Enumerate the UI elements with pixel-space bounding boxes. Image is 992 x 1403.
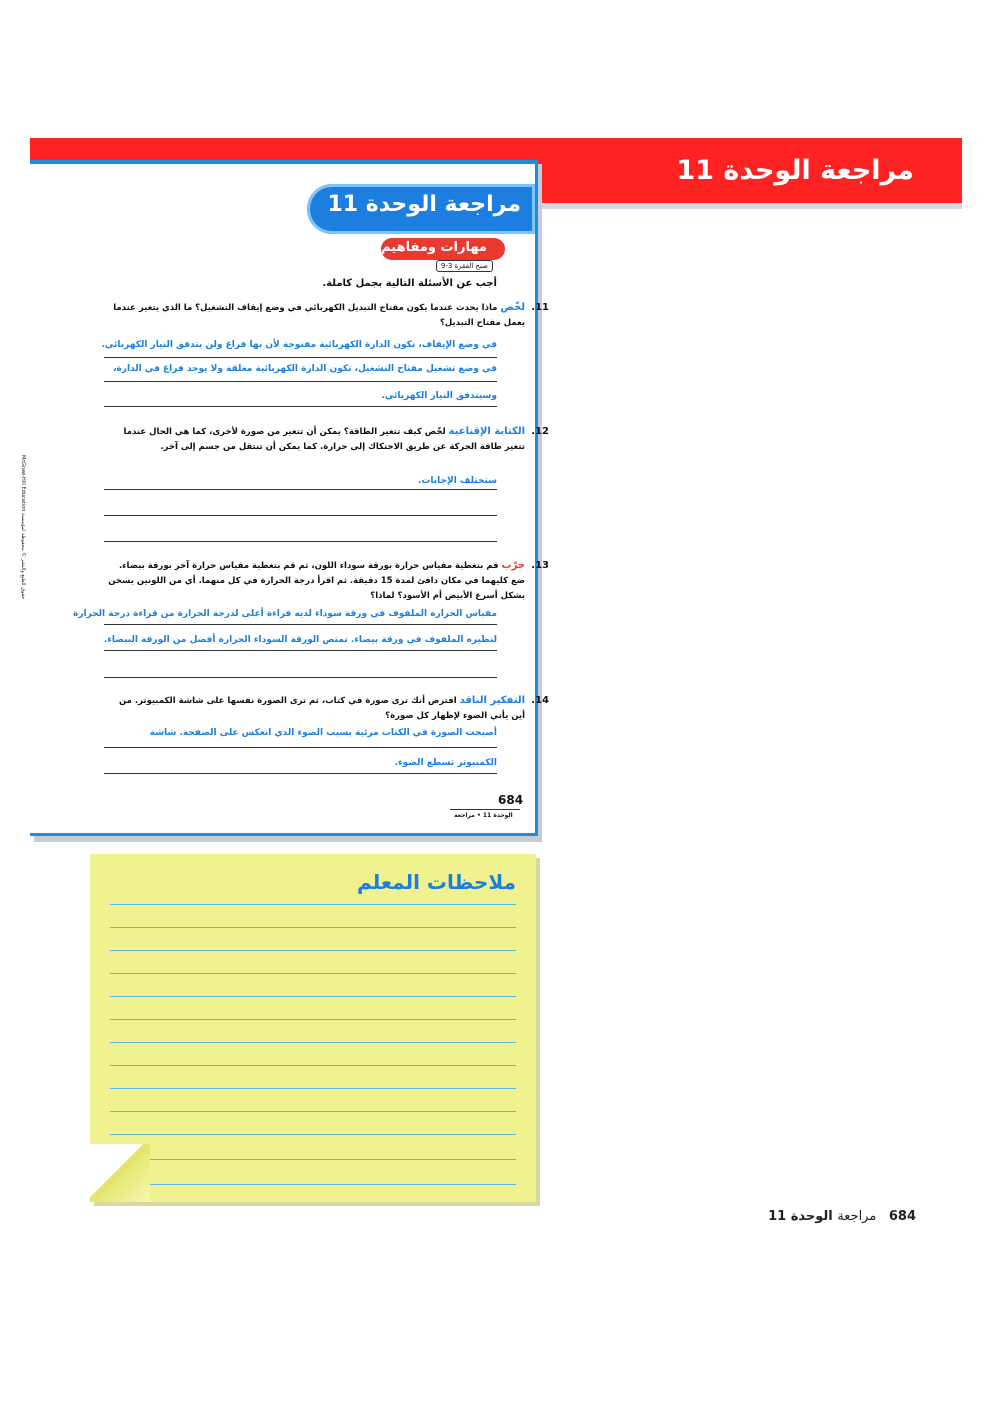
notes-line: [110, 904, 516, 905]
student-page-thumbnail: [30, 160, 549, 836]
answer-line: الكمبيوتر تسطع الضوء.: [394, 758, 497, 768]
answer-line: في وضع تشغيل مفتاح التشغيل، تكون الدارة الكهربائية مغلقة ولا يوجد فراغ في الدارة،: [113, 364, 497, 374]
copyright-credit: حقوق الطبع والنشر © محفوظة لمؤسسة McGraw-Hill Education: [20, 455, 26, 600]
question-text: افترض أنك ترى صورة في كتاب، ثم ترى الصورة نفسها على شاشة الكمبيوتر. من أين يأتي الضوء لإظهار كل صورة؟: [119, 696, 525, 721]
question-14: [105, 693, 549, 724]
answer-rule: [104, 773, 497, 774]
notes-line: [110, 1019, 516, 1020]
footer-label-prefix: مراجعة: [837, 1209, 877, 1224]
answer-rule: [104, 357, 497, 358]
answer-rule: [104, 747, 497, 748]
question-number: 12.: [531, 426, 549, 437]
question-number: 13.: [531, 560, 549, 571]
skills-pill-label: مهارات ومفاهيم: [381, 240, 487, 255]
notes-line: [110, 927, 516, 928]
unit-review-tab: [307, 184, 535, 234]
question-tag: التفكير الناقد: [459, 695, 525, 706]
page-number-rule: [450, 809, 520, 810]
notes-line: [110, 1134, 516, 1135]
question-11: [105, 300, 549, 331]
question-number: 14.: [531, 695, 549, 706]
answer-rule: [104, 541, 497, 542]
question-tag: جرّب: [501, 560, 525, 571]
page-footer-label: الوحدة 11 • مراجعة: [454, 812, 513, 819]
notes-line: [110, 1065, 516, 1066]
question-text: لخّص كيف تتغير الطاقة؟ يمكن أن تتغير من صورة لأخرى، كما هي الحال عندما تتغير طاقة الحركة عن طريق الاحتكاك إلى حرارة. كما يمكن أن تنتقل من جسم إلى آخر.: [123, 427, 525, 452]
notes-line: [110, 1042, 516, 1043]
page-title: مراجعة الوحدة 11: [676, 155, 914, 186]
footer-label-unit: الوحدة 11: [768, 1209, 833, 1224]
answer-line: ستختلف الإجابات.: [417, 476, 497, 486]
lesson-reference: صبح الفقرة 3-9: [436, 260, 493, 272]
notes-line: [148, 1184, 516, 1185]
notes-line: [110, 973, 516, 974]
question-12: [105, 424, 549, 455]
answer-line: في وضع الإيقاف، تكون الدارة الكهربائية مفتوحة لأن بها فراغ ولن يتدفق التيار الكهربائي.: [101, 340, 497, 350]
answer-rule: [104, 381, 497, 382]
question-tag: لخّص: [500, 302, 525, 313]
answer-line: لنظيره الملفوف في ورقة بيضاء. تمتص الورقة السوداء الحرارة أفضل من الورقة البيضاء.: [103, 635, 497, 645]
answer-rule: [104, 515, 497, 516]
notes-line: [126, 1159, 516, 1160]
instruction-text: أجب عن الأسئلة التالية بجمل كاملة.: [322, 278, 497, 289]
skills-pill: [381, 238, 505, 260]
notes-line: [110, 1088, 516, 1089]
teacher-notes-title: ملاحظات المعلم: [357, 870, 516, 894]
answer-rule: [104, 650, 497, 651]
question-tag: الكتابة الإقناعية: [448, 426, 525, 437]
teacher-notes-card: [90, 854, 536, 1202]
answer-rule: [104, 406, 497, 407]
page-number: 684: [498, 793, 524, 807]
page-curl-icon: [90, 1144, 150, 1202]
page-top-bar: [30, 160, 535, 164]
question-text: قم بتغطية مقياس حرارة بورقة سوداء اللون، ثم قم بتغطية مقياس حرارة آخر بورقة بيضاء. ضع كليهما في مكان دافئ لمدة 15 دقيقة. ثم اقرأ درجة الحرارة في كل منهما. أي من اللونين يسخن بشكل أسرع الأبيض أم الأسود؟ لماذا؟: [108, 561, 525, 601]
footer-page-number: 684: [888, 1209, 916, 1224]
answer-rule: [104, 677, 497, 678]
answer-line: وسيتدفق التيار الكهربائي.: [381, 391, 497, 401]
page-footer: [768, 1209, 916, 1224]
answer-rule: [104, 624, 497, 625]
answer-rule: [104, 489, 497, 490]
question-13: [105, 558, 549, 604]
unit-review-tab-title: مراجعة الوحدة 11: [327, 192, 521, 217]
question-text: ماذا يحدث عندما يكون مفتاح التبديل الكهربائي في وضع إيقاف التشغيل؟ ما الذي يتغير عندما يعمل مفتاح التبديل؟: [113, 303, 525, 328]
notes-line: [110, 1111, 516, 1112]
notes-line: [110, 996, 516, 997]
question-number: 11.: [531, 302, 549, 313]
answer-line: مقياس الحرارة الملفوف في ورقة سوداء لديه قراءة أعلى لدرجة الحرارة من قراءة درجة الحرارة: [73, 609, 497, 619]
answer-line: أصبحت الصورة في الكتاب مرئية بسبب الضوء الذي انعكس على الصفحة. شاشة: [149, 728, 497, 738]
notes-line: [110, 950, 516, 951]
